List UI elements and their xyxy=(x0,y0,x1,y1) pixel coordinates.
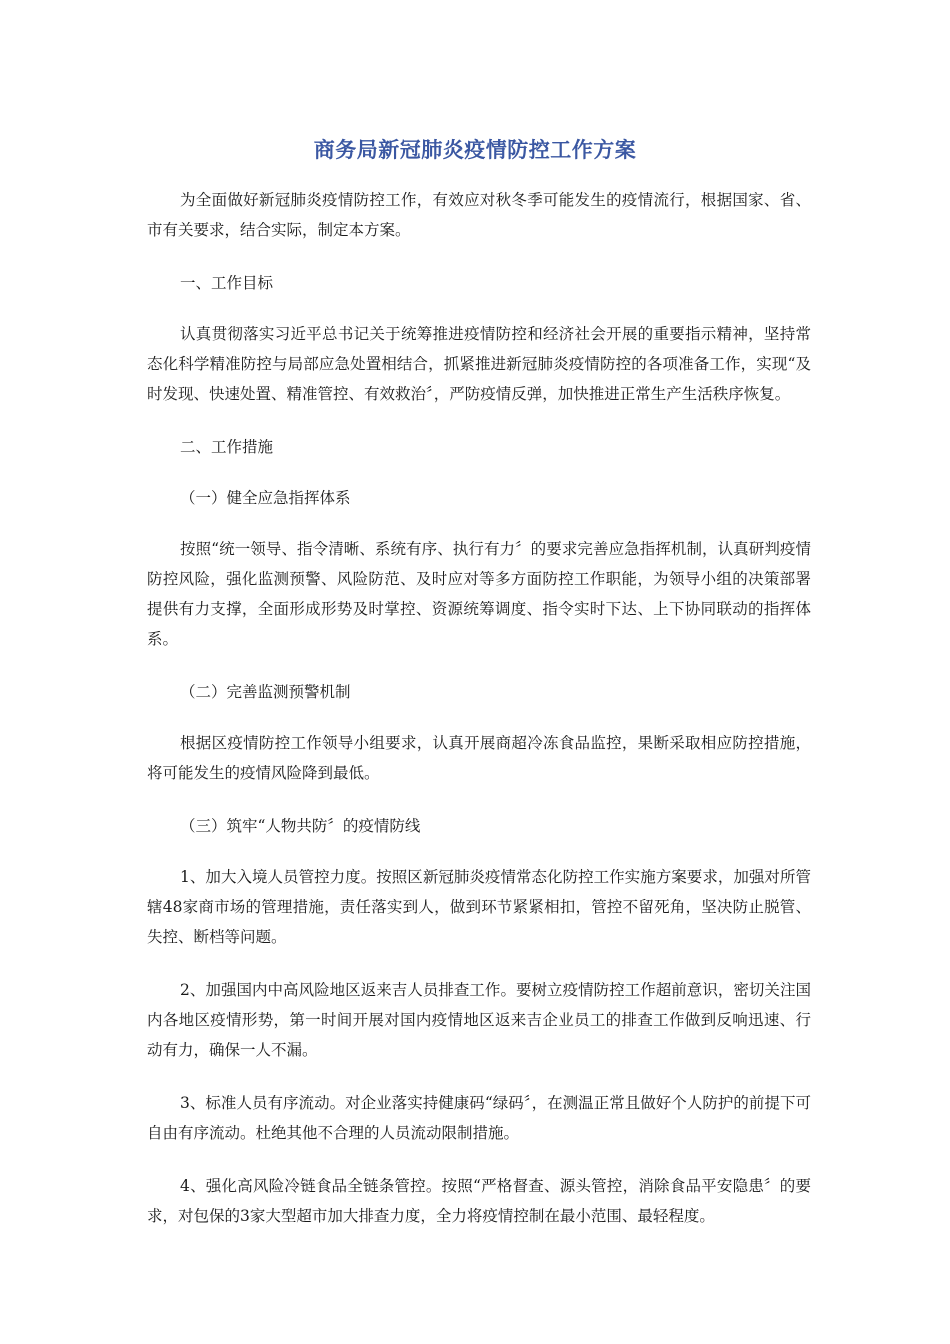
paragraph-item-1: 1、加大入境人员管控力度。按照区新冠肺炎疫情常态化防控工作实施方案要求，加强对所管辖48家商市场的管理措施，责任落实到人，做到环节紧紧相扣，管控不留死角，坚决防止脱管、失控、断档等问题。 xyxy=(147,868,811,946)
document-body xyxy=(147,185,811,1254)
paragraph-item-3: 3、标准人员有序流动。对企业落实持健康码“绿码〞，在测温正常且做好个人防护的前提下可自由有序流动。杜绝其他不合理的人员流动限制措施。 xyxy=(147,1094,811,1142)
paragraph-goals: 认真贯彻落实习近平总书记关于统筹推进疫情防控和经济社会开展的重要指示精神，坚持常态化科学精准防控与局部应急处置相结合，抓紧推进新冠肺炎疫情防控的各项准备工作，实现“及时发现、快速处置、精准管控、有效救治〞，严防疫情反弹，加快推进正常生产生活秩序恢复。 xyxy=(147,325,811,403)
document-title: 商务局新冠肺炎疫情防控工作方案 xyxy=(313,138,637,162)
paragraph-item-4: 4、强化高风险冷链食品全链条管控。按照“严格督查、源头管控，消除食品平安隐患〞的要求，对包保的3家大型超市加大排查力度，全力将疫情控制在最小范围、最轻程度。 xyxy=(147,1177,811,1225)
paragraph-command-system: 按照“统一领导、指令清晰、系统有序、执行有力〞的要求完善应急指挥机制，认真研判疫情防控风险，强化监测预警、风险防范、及时应对等多方面防控工作职能，为领导小组的决策部署提供有力支撑，全面形成形势及时掌控、资源统筹调度、指令实时下达、上下协同联动的指挥体系。 xyxy=(147,540,811,648)
subsection-heading-3: （三）筑牢“人物共防〞的疫情防线 xyxy=(180,817,421,835)
section-heading-goals: 一、工作目标 xyxy=(180,274,274,292)
paragraph-item-2: 2、加强国内中高风险地区返来吉人员排查工作。要树立疫情防控工作超前意识，密切关注国内各地区疫情形势，第一时间开展对国内疫情地区返来吉企业员工的排查工作做到反响迅速、行动有力，确保一人不漏。 xyxy=(147,981,811,1059)
section-heading-measures: 二、工作措施 xyxy=(180,438,274,456)
subsection-heading-2: （二）完善监测预警机制 xyxy=(180,683,351,701)
subsection-heading-1: （一）健全应急指挥体系 xyxy=(180,489,351,507)
paragraph-monitoring: 根据区疫情防控工作领导小组要求，认真开展商超冷冻食品监控，果断采取相应防控措施，将可能发生的疫情风险降到最低。 xyxy=(147,734,811,782)
paragraph-intro: 为全面做好新冠肺炎疫情防控工作，有效应对秋冬季可能发生的疫情流行，根据国家、省、市有关要求，结合实际，制定本方案。 xyxy=(147,191,811,239)
